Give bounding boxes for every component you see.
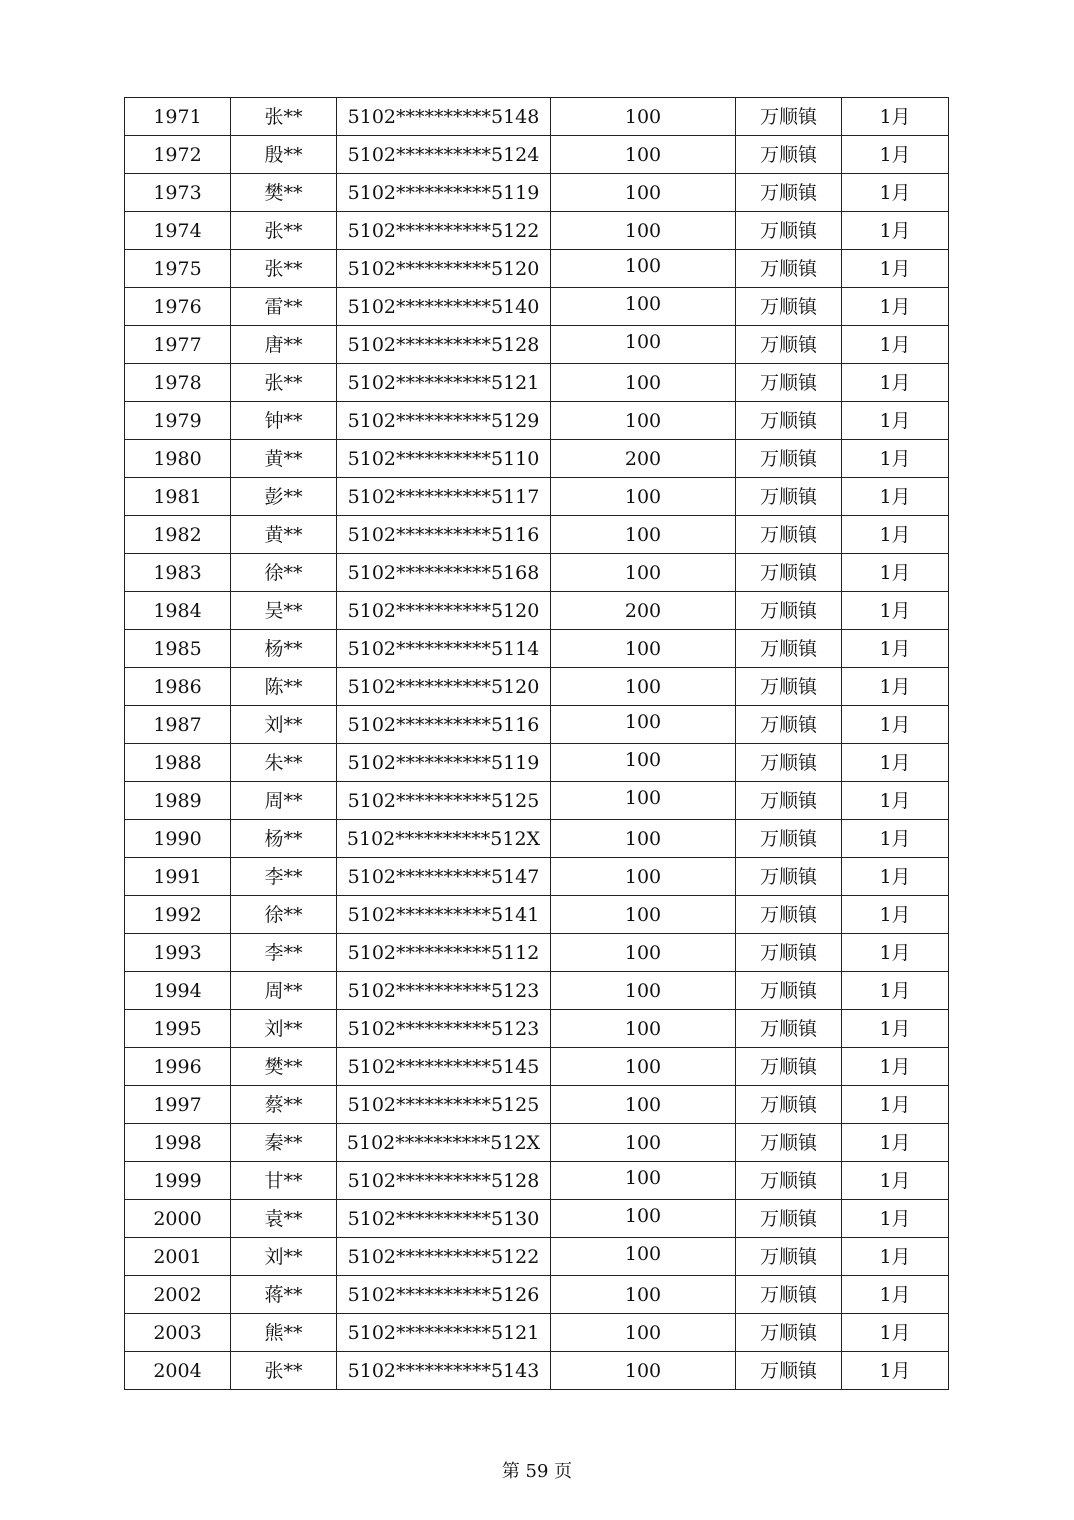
table-row (125, 1010, 949, 1048)
cell-month: 1月 (842, 478, 949, 516)
cell-amount: 100 (551, 288, 736, 326)
cell-name: 刘** (231, 706, 337, 744)
cell-id-number: 5102**********5125 (337, 1086, 551, 1124)
page-number: 第 59 页 (501, 1461, 573, 1482)
cell-town: 万顺镇 (736, 554, 842, 592)
cell-id-number: 5102**********5120 (337, 668, 551, 706)
cell-month: 1月 (842, 516, 949, 554)
cell-amount: 100 (551, 1314, 736, 1352)
cell-month: 1月 (842, 820, 949, 858)
cell-serial-number: 1994 (125, 972, 231, 1010)
cell-serial-number: 1995 (125, 1010, 231, 1048)
cell-town: 万顺镇 (736, 1124, 842, 1162)
cell-name: 黄** (231, 440, 337, 478)
cell-month: 1月 (842, 972, 949, 1010)
cell-serial-number: 2001 (125, 1238, 231, 1276)
table-row (125, 592, 949, 630)
subsidy-table (124, 97, 949, 1390)
cell-amount: 100 (551, 1238, 736, 1276)
cell-id-number: 5102**********5121 (337, 364, 551, 402)
table-row (125, 1352, 949, 1390)
cell-serial-number: 1984 (125, 592, 231, 630)
cell-serial-number: 1972 (125, 136, 231, 174)
cell-serial-number: 1996 (125, 1048, 231, 1086)
cell-name: 秦** (231, 1124, 337, 1162)
cell-name: 袁** (231, 1200, 337, 1238)
cell-month: 1月 (842, 250, 949, 288)
cell-serial-number: 1977 (125, 326, 231, 364)
cell-amount: 200 (551, 440, 736, 478)
cell-amount: 100 (551, 1276, 736, 1314)
cell-name: 周** (231, 972, 337, 1010)
cell-name: 杨** (231, 820, 337, 858)
cell-amount: 100 (551, 1086, 736, 1124)
cell-serial-number: 2004 (125, 1352, 231, 1390)
cell-name: 蒋** (231, 1276, 337, 1314)
cell-town: 万顺镇 (736, 516, 842, 554)
cell-month: 1月 (842, 1314, 949, 1352)
table-row (125, 858, 949, 896)
cell-name: 熊** (231, 1314, 337, 1352)
cell-id-number: 5102**********5130 (337, 1200, 551, 1238)
table-row (125, 934, 949, 972)
cell-amount: 100 (551, 934, 736, 972)
cell-serial-number: 2000 (125, 1200, 231, 1238)
cell-month: 1月 (842, 174, 949, 212)
cell-month: 1月 (842, 554, 949, 592)
table-row (125, 1124, 949, 1162)
table-row (125, 1162, 949, 1200)
cell-amount: 100 (551, 136, 736, 174)
cell-town: 万顺镇 (736, 858, 842, 896)
cell-serial-number: 1999 (125, 1162, 231, 1200)
cell-amount: 100 (551, 782, 736, 820)
cell-month: 1月 (842, 896, 949, 934)
cell-amount: 100 (551, 1048, 736, 1086)
cell-month: 1月 (842, 98, 949, 136)
cell-town: 万顺镇 (736, 1276, 842, 1314)
cell-name: 蔡** (231, 1086, 337, 1124)
cell-name: 张** (231, 98, 337, 136)
cell-id-number: 5102**********5145 (337, 1048, 551, 1086)
table-row (125, 554, 949, 592)
cell-name: 黄** (231, 516, 337, 554)
cell-town: 万顺镇 (736, 288, 842, 326)
cell-amount: 200 (551, 592, 736, 630)
cell-amount: 100 (551, 1200, 736, 1238)
table-row (125, 1276, 949, 1314)
table-row (125, 288, 949, 326)
cell-id-number: 5102**********5140 (337, 288, 551, 326)
cell-name: 徐** (231, 896, 337, 934)
cell-amount: 100 (551, 1124, 736, 1162)
cell-amount: 100 (551, 402, 736, 440)
cell-serial-number: 1979 (125, 402, 231, 440)
cell-serial-number: 1990 (125, 820, 231, 858)
table-row (125, 1086, 949, 1124)
table-row (125, 782, 949, 820)
cell-name: 徐** (231, 554, 337, 592)
cell-serial-number: 2002 (125, 1276, 231, 1314)
cell-month: 1月 (842, 440, 949, 478)
cell-serial-number: 1980 (125, 440, 231, 478)
cell-name: 李** (231, 858, 337, 896)
cell-month: 1月 (842, 1200, 949, 1238)
cell-id-number: 5102**********5120 (337, 592, 551, 630)
table-row (125, 820, 949, 858)
table-row (125, 98, 949, 136)
cell-id-number: 5102**********5110 (337, 440, 551, 478)
cell-month: 1月 (842, 1124, 949, 1162)
cell-serial-number: 1989 (125, 782, 231, 820)
cell-month: 1月 (842, 364, 949, 402)
cell-month: 1月 (842, 1162, 949, 1200)
cell-amount: 100 (551, 326, 736, 364)
table-row (125, 972, 949, 1010)
cell-serial-number: 1971 (125, 98, 231, 136)
cell-serial-number: 1975 (125, 250, 231, 288)
cell-serial-number: 1983 (125, 554, 231, 592)
cell-town: 万顺镇 (736, 592, 842, 630)
table-row (125, 706, 949, 744)
cell-month: 1月 (842, 1352, 949, 1390)
table-row (125, 668, 949, 706)
cell-month: 1月 (842, 1276, 949, 1314)
cell-town: 万顺镇 (736, 136, 842, 174)
cell-amount: 100 (551, 1352, 736, 1390)
table-row (125, 630, 949, 668)
cell-amount: 100 (551, 212, 736, 250)
cell-serial-number: 1998 (125, 1124, 231, 1162)
cell-id-number: 5102**********5119 (337, 744, 551, 782)
cell-name: 钟** (231, 402, 337, 440)
table-row (125, 440, 949, 478)
cell-town: 万顺镇 (736, 820, 842, 858)
cell-serial-number: 1993 (125, 934, 231, 972)
cell-town: 万顺镇 (736, 706, 842, 744)
table-row (125, 250, 949, 288)
cell-id-number: 5102**********5143 (337, 1352, 551, 1390)
cell-serial-number: 1991 (125, 858, 231, 896)
cell-id-number: 5102**********5123 (337, 1010, 551, 1048)
cell-amount: 100 (551, 896, 736, 934)
cell-id-number: 5102**********5112 (337, 934, 551, 972)
cell-month: 1月 (842, 1048, 949, 1086)
cell-name: 杨** (231, 630, 337, 668)
cell-town: 万顺镇 (736, 1048, 842, 1086)
cell-name: 甘** (231, 1162, 337, 1200)
cell-name: 朱** (231, 744, 337, 782)
cell-name: 彭** (231, 478, 337, 516)
cell-id-number: 5102**********5114 (337, 630, 551, 668)
cell-month: 1月 (842, 706, 949, 744)
cell-serial-number: 1978 (125, 364, 231, 402)
cell-name: 李** (231, 934, 337, 972)
cell-id-number: 5102**********5123 (337, 972, 551, 1010)
cell-month: 1月 (842, 592, 949, 630)
cell-amount: 100 (551, 1010, 736, 1048)
cell-amount: 100 (551, 516, 736, 554)
cell-name: 陈** (231, 668, 337, 706)
cell-id-number: 5102**********5121 (337, 1314, 551, 1352)
cell-id-number: 5102**********5119 (337, 174, 551, 212)
cell-amount: 100 (551, 820, 736, 858)
cell-month: 1月 (842, 136, 949, 174)
cell-serial-number: 1973 (125, 174, 231, 212)
cell-month: 1月 (842, 858, 949, 896)
cell-town: 万顺镇 (736, 364, 842, 402)
cell-amount: 100 (551, 706, 736, 744)
cell-town: 万顺镇 (736, 934, 842, 972)
cell-name: 张** (231, 250, 337, 288)
cell-name: 刘** (231, 1238, 337, 1276)
table-row (125, 1238, 949, 1276)
table-row (125, 402, 949, 440)
cell-name: 周** (231, 782, 337, 820)
cell-town: 万顺镇 (736, 98, 842, 136)
cell-name: 张** (231, 364, 337, 402)
cell-id-number: 5102**********5120 (337, 250, 551, 288)
cell-town: 万顺镇 (736, 1162, 842, 1200)
cell-town: 万顺镇 (736, 1352, 842, 1390)
cell-town: 万顺镇 (736, 250, 842, 288)
cell-name: 樊** (231, 1048, 337, 1086)
cell-month: 1月 (842, 1238, 949, 1276)
cell-id-number: 5102**********5128 (337, 1162, 551, 1200)
cell-serial-number: 1986 (125, 668, 231, 706)
cell-town: 万顺镇 (736, 1010, 842, 1048)
cell-name: 张** (231, 1352, 337, 1390)
cell-id-number: 5102**********5147 (337, 858, 551, 896)
cell-town: 万顺镇 (736, 326, 842, 364)
cell-town: 万顺镇 (736, 630, 842, 668)
cell-id-number: 5102**********5124 (337, 136, 551, 174)
table-row (125, 326, 949, 364)
cell-serial-number: 1997 (125, 1086, 231, 1124)
cell-town: 万顺镇 (736, 1314, 842, 1352)
cell-name: 樊** (231, 174, 337, 212)
cell-name: 吴** (231, 592, 337, 630)
cell-name: 殷** (231, 136, 337, 174)
cell-month: 1月 (842, 668, 949, 706)
cell-serial-number: 1985 (125, 630, 231, 668)
cell-id-number: 5102**********5117 (337, 478, 551, 516)
cell-amount: 100 (551, 1162, 736, 1200)
cell-id-number: 5102**********5122 (337, 212, 551, 250)
cell-serial-number: 1976 (125, 288, 231, 326)
cell-serial-number: 1974 (125, 212, 231, 250)
cell-amount: 100 (551, 478, 736, 516)
cell-id-number: 5102**********5125 (337, 782, 551, 820)
cell-id-number: 5102**********5116 (337, 706, 551, 744)
table-row (125, 516, 949, 554)
cell-serial-number: 1987 (125, 706, 231, 744)
table-row (125, 1048, 949, 1086)
cell-town: 万顺镇 (736, 478, 842, 516)
cell-amount: 100 (551, 98, 736, 136)
cell-amount: 100 (551, 668, 736, 706)
cell-id-number: 5102**********5116 (337, 516, 551, 554)
cell-town: 万顺镇 (736, 668, 842, 706)
cell-name: 张** (231, 212, 337, 250)
cell-month: 1月 (842, 744, 949, 782)
cell-town: 万顺镇 (736, 744, 842, 782)
table-row (125, 212, 949, 250)
table-row (125, 136, 949, 174)
cell-id-number: 5102**********5122 (337, 1238, 551, 1276)
table-row (125, 1200, 949, 1238)
cell-id-number: 5102**********5129 (337, 402, 551, 440)
table-body (125, 98, 949, 1390)
cell-serial-number: 1992 (125, 896, 231, 934)
cell-id-number: 5102**********5148 (337, 98, 551, 136)
cell-month: 1月 (842, 630, 949, 668)
cell-town: 万顺镇 (736, 972, 842, 1010)
cell-serial-number: 1981 (125, 478, 231, 516)
cell-town: 万顺镇 (736, 1238, 842, 1276)
table-row (125, 744, 949, 782)
table-row (125, 364, 949, 402)
cell-town: 万顺镇 (736, 174, 842, 212)
cell-town: 万顺镇 (736, 212, 842, 250)
table-row (125, 174, 949, 212)
cell-town: 万顺镇 (736, 782, 842, 820)
cell-town: 万顺镇 (736, 896, 842, 934)
cell-serial-number: 1982 (125, 516, 231, 554)
cell-amount: 100 (551, 630, 736, 668)
cell-town: 万顺镇 (736, 1200, 842, 1238)
cell-town: 万顺镇 (736, 402, 842, 440)
cell-month: 1月 (842, 1010, 949, 1048)
cell-serial-number: 1988 (125, 744, 231, 782)
cell-amount: 100 (551, 858, 736, 896)
cell-month: 1月 (842, 1086, 949, 1124)
cell-id-number: 5102**********512X (337, 1124, 551, 1162)
cell-id-number: 5102**********5168 (337, 554, 551, 592)
cell-month: 1月 (842, 402, 949, 440)
cell-name: 刘** (231, 1010, 337, 1048)
cell-month: 1月 (842, 288, 949, 326)
cell-id-number: 5102**********5128 (337, 326, 551, 364)
cell-month: 1月 (842, 782, 949, 820)
cell-id-number: 5102**********512X (337, 820, 551, 858)
cell-id-number: 5102**********5126 (337, 1276, 551, 1314)
table-row (125, 896, 949, 934)
cell-amount: 100 (551, 174, 736, 212)
cell-town: 万顺镇 (736, 440, 842, 478)
cell-amount: 100 (551, 744, 736, 782)
cell-month: 1月 (842, 326, 949, 364)
table-row (125, 478, 949, 516)
cell-serial-number: 2003 (125, 1314, 231, 1352)
cell-amount: 100 (551, 554, 736, 592)
cell-month: 1月 (842, 934, 949, 972)
cell-month: 1月 (842, 212, 949, 250)
cell-name: 唐** (231, 326, 337, 364)
cell-id-number: 5102**********5141 (337, 896, 551, 934)
cell-amount: 100 (551, 364, 736, 402)
table-row (125, 1314, 949, 1352)
cell-amount: 100 (551, 972, 736, 1010)
cell-amount: 100 (551, 250, 736, 288)
cell-town: 万顺镇 (736, 1086, 842, 1124)
cell-name: 雷** (231, 288, 337, 326)
